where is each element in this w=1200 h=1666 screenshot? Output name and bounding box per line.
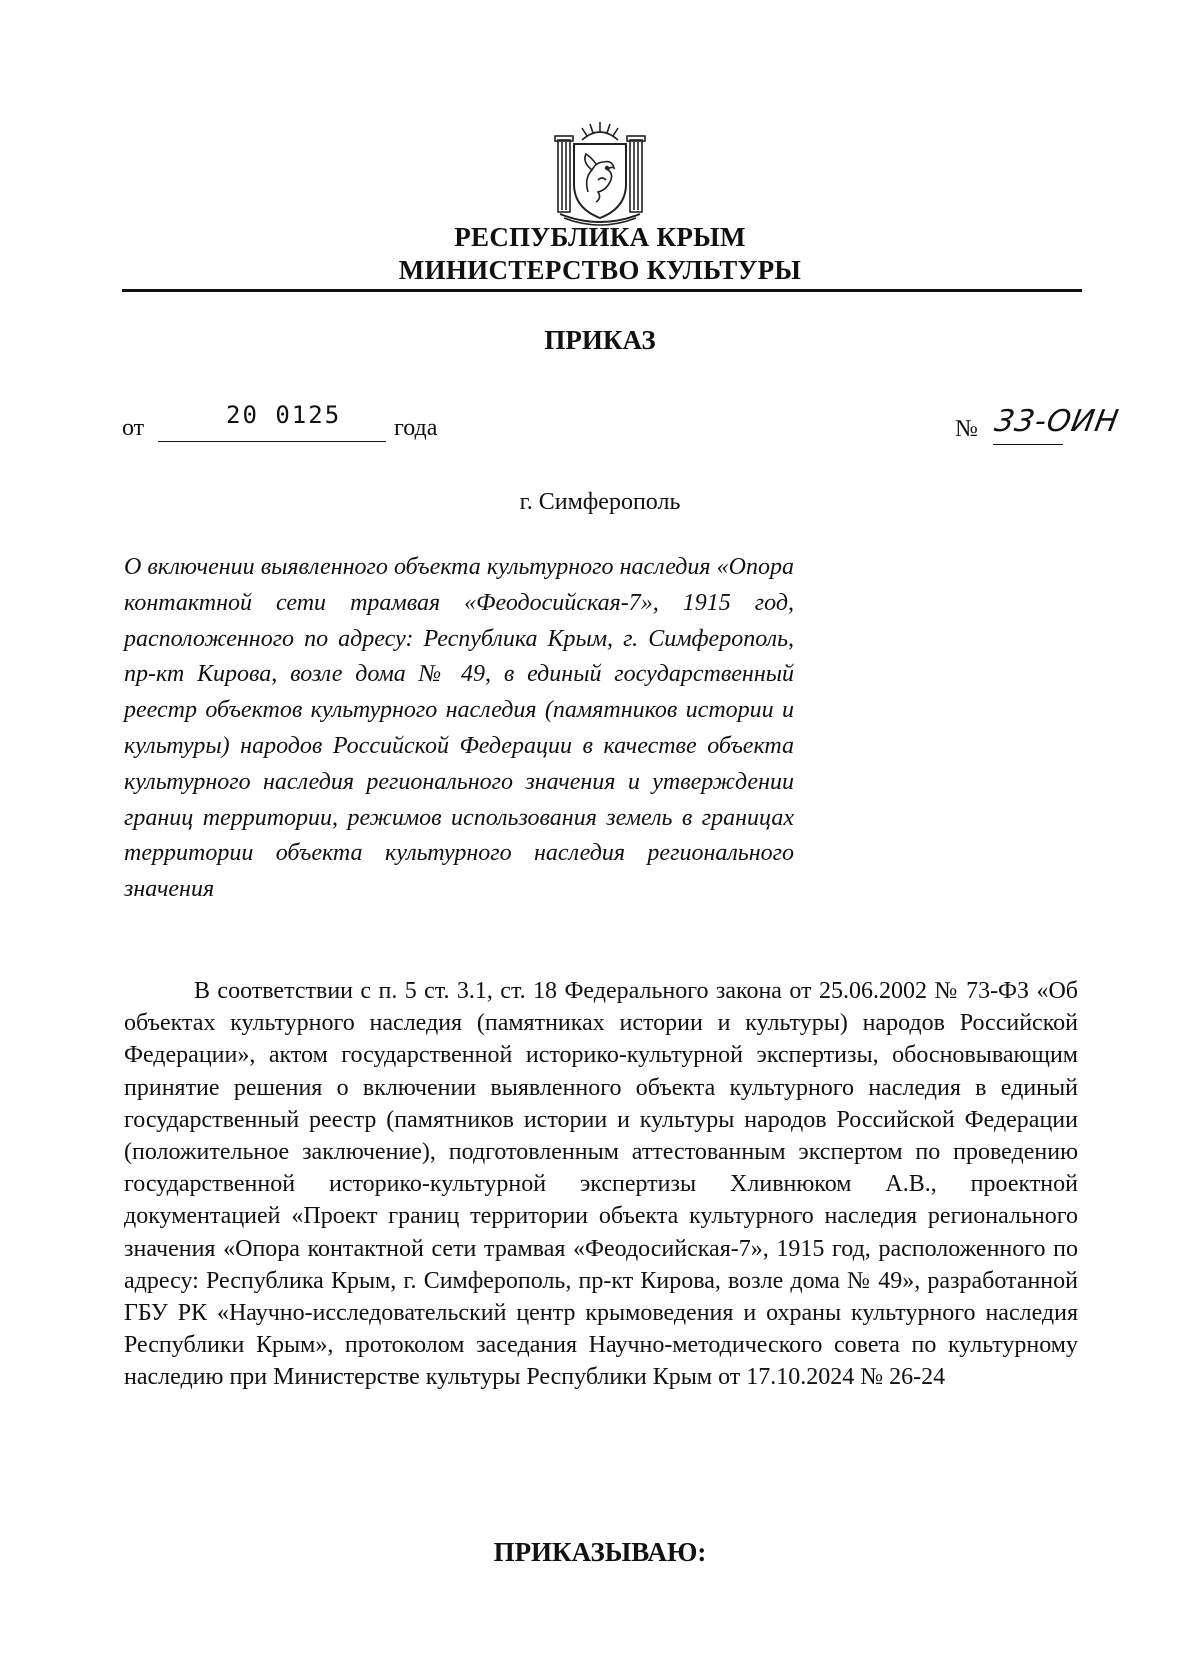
crimea-coat-of-arms-icon xyxy=(552,118,648,230)
date-prefix: от xyxy=(122,415,145,441)
order-directive-heading: ПРИКАЗЫВАЮ: xyxy=(493,1537,707,1567)
order-preamble: В соответствии с п. 5 ст. 3.1, ст. 18 Федерального закона от 25.06.2002 № 73-ФЗ «Об объектах культурного наследия (памятниках истории и культуры) народов Российской Федерации», актом государственной историко-культурной экспертизы, обосновывающим принятие решения о включении выявленного объекта культурного наследия в единый государственный реестр (памятников истории и культуры народов Российской Федерации (положительное заключение), подготовленным аттестованным экспертом по проведению государственной историко-культурной экспертизы Хливнюком А.В., проектной документацией «Проект границ территории объекта культурного наследия регионального значения «Опора контактной сети трамвая «Феодосийская-7», 1915 год, расположенного по адресу: Республика Крым, г. Симферополь, пр-кт Кирова, возле дома № 49», разработанной ГБУ РК «Научно-исследовательский центр крымоведения и охраны культурного наследия Республики Крым», протоколом заседания Научно-методического совета по культурному наследию при Министерстве культуры Республики Крым от 17.10.2024 № 26-24 xyxy=(124,978,1078,1391)
city-line: г. Симферополь xyxy=(519,489,681,515)
header-divider xyxy=(122,289,1082,292)
date-value: 20 0125 xyxy=(226,401,342,429)
date-underline xyxy=(158,441,386,442)
document-type-title: ПРИКАЗ xyxy=(544,325,656,355)
organization-title-line1: РЕСПУБЛИКА КРЫМ xyxy=(454,222,746,252)
document-number-value: 33-ОИН xyxy=(991,404,1122,439)
date-suffix: года xyxy=(394,415,438,441)
number-underline xyxy=(993,444,1063,445)
organization-title-line2: МИНИСТЕРСТВО КУЛЬТУРЫ xyxy=(398,255,802,285)
order-subject: О включении выявленного объекта культурного наследия «Опора контактной сети трамвая «Феодосийская-7», 1915 год, расположенного по адресу: Республика Крым, г. Симферополь, пр-кт Кирова, возле дома № 49, в единый государственный реестр объектов культурного наследия (памятников истории и культуры) народов Российской Федерации в качестве объекта культурного наследия регионального значения и утверждении границ территории, режимов использования земель в границах территории объекта культурного наследия регионального значения xyxy=(124,554,794,903)
number-sign: № xyxy=(955,416,978,442)
